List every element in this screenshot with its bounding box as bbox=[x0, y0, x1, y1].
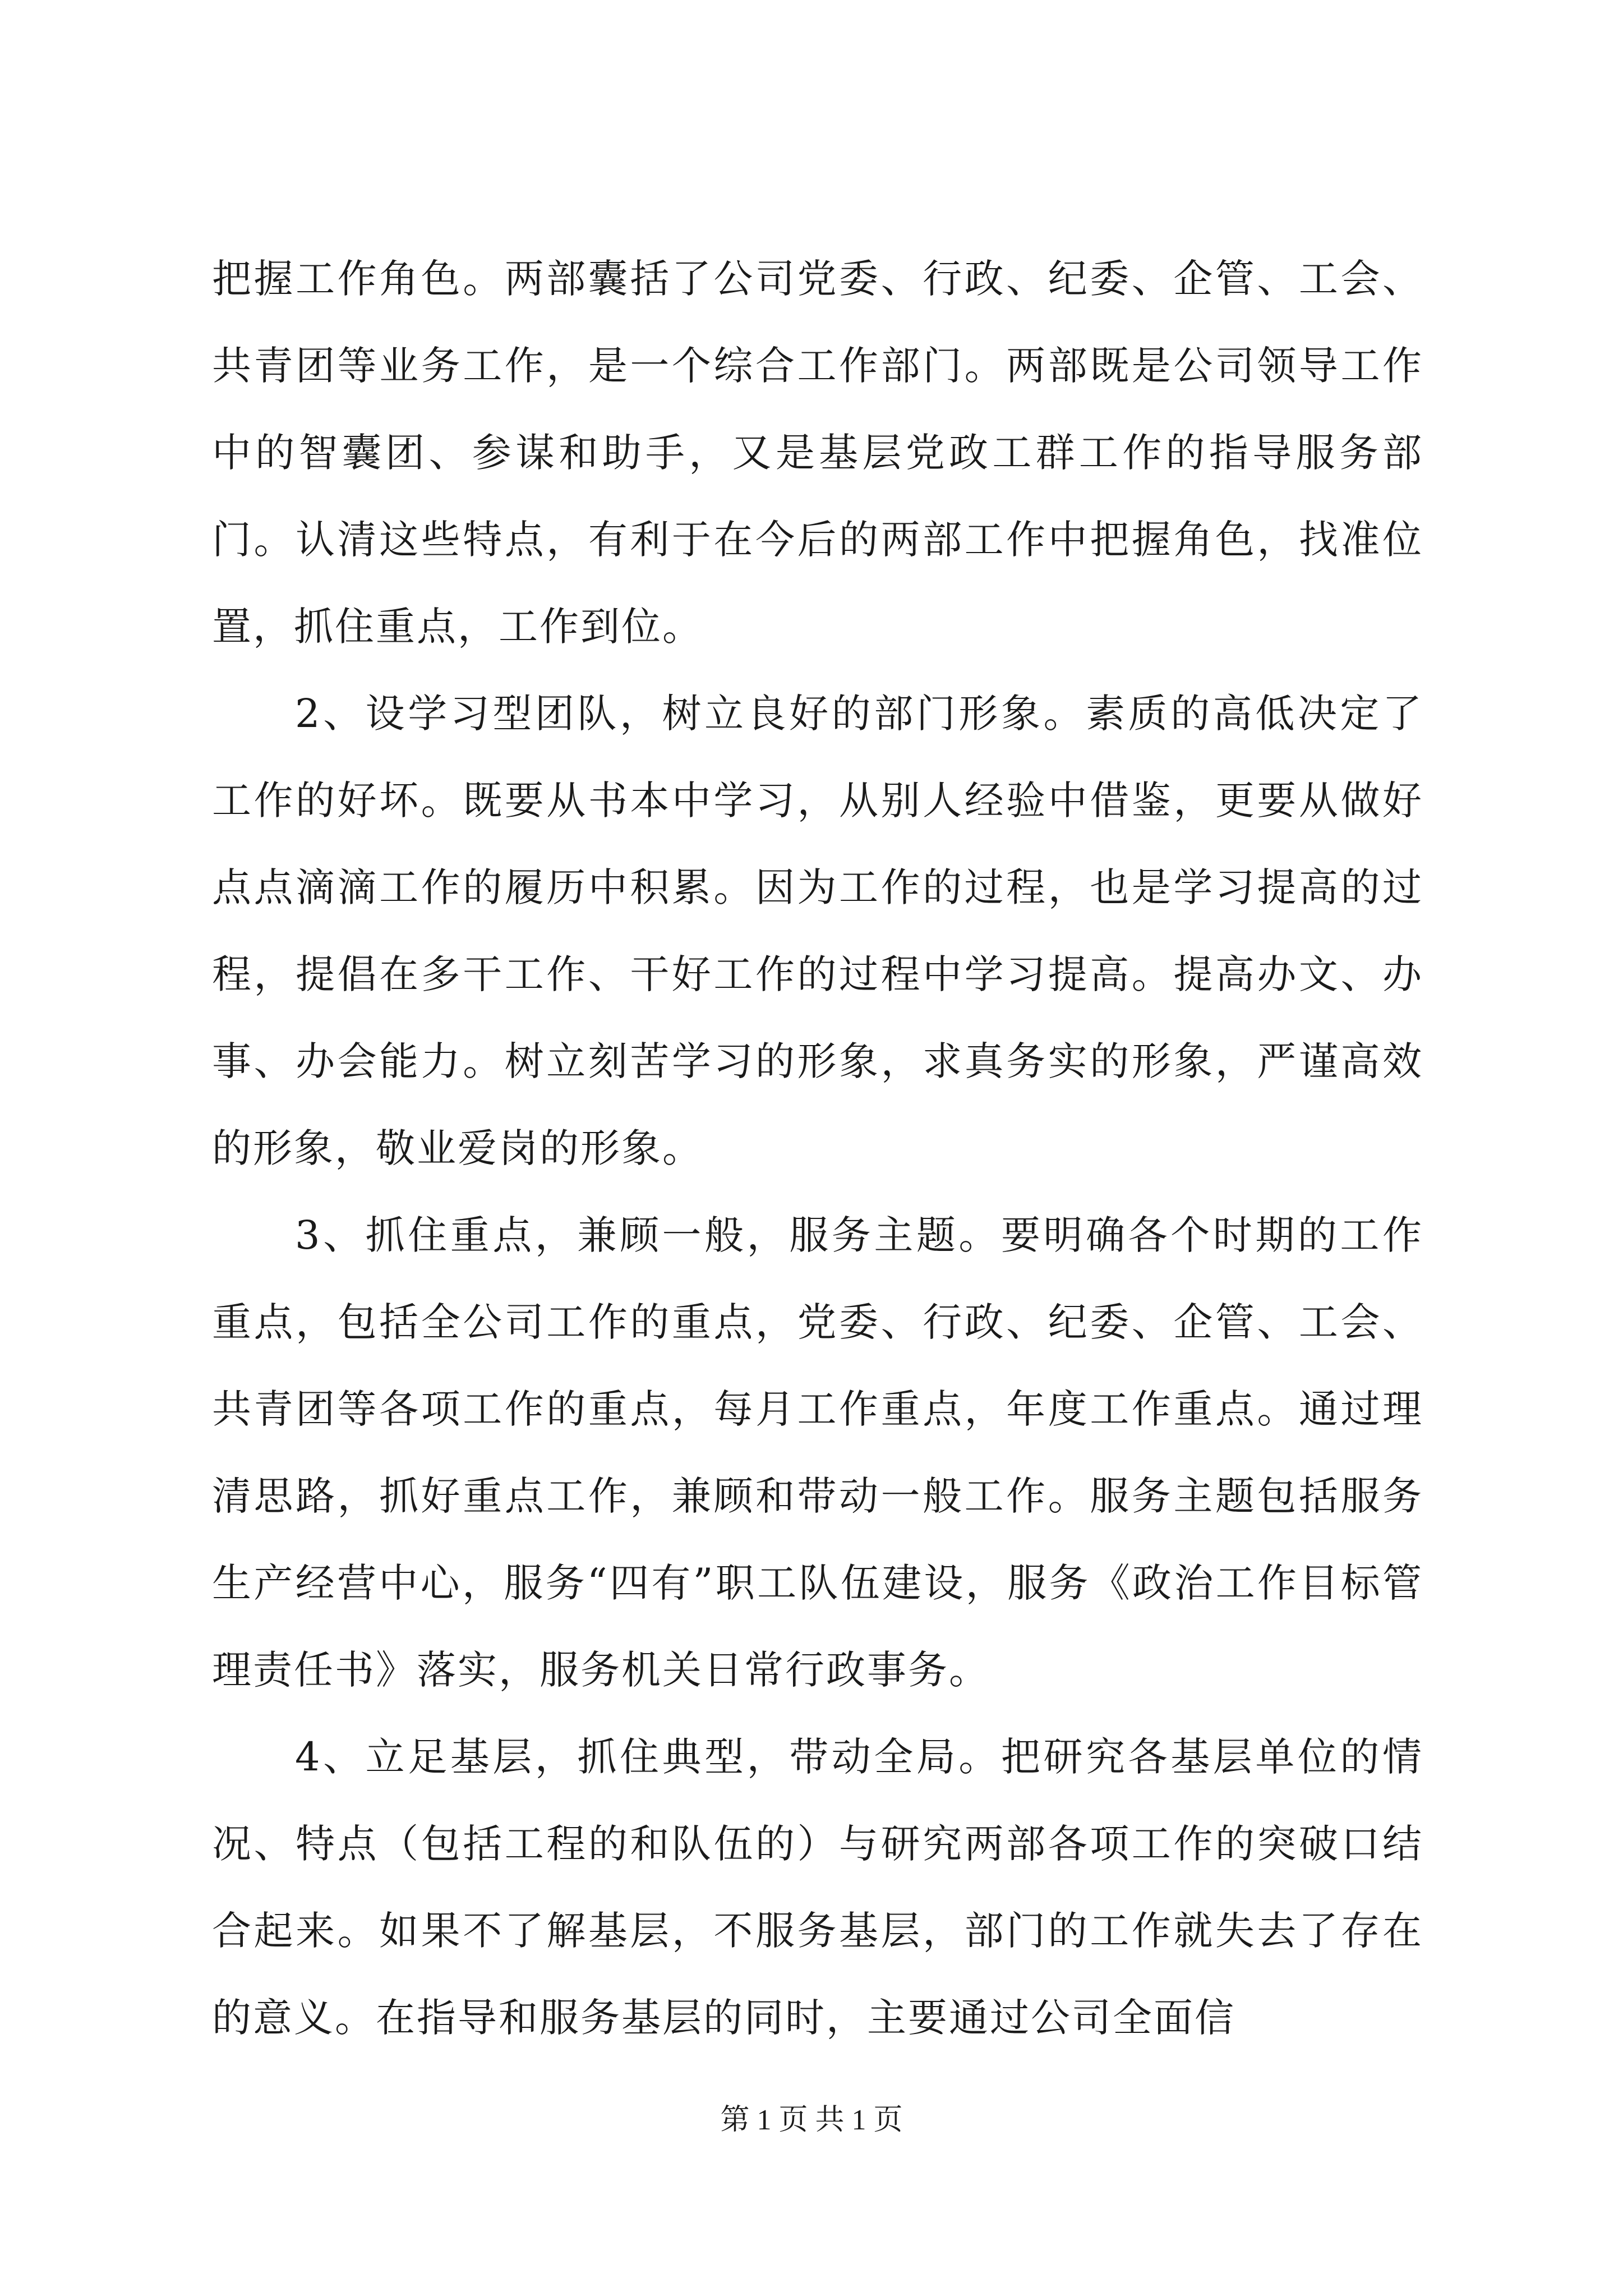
paragraph-2: 2、设学习型团队，树立良好的部门形象。素质的高低决定了工作的好坏。既要从书本中学习，从别人经验中借鉴，更要从做好点点滴滴工作的履历中积累。因为工作的过程，也是学习提高的过程，提倡在多干工作、干好工作的过程中学习提高。提高办文、办事、办会能力。树立刻苦学习的形象，求真务实的形象，严谨高效的形象，敬业爱岗的形象。 bbox=[212, 691, 1423, 1171]
document-body bbox=[212, 236, 1423, 2062]
paragraph-3: 3、抓住重点，兼顾一般，服务主题。要明确各个时期的工作重点，包括全公司工作的重点，党委、行政、纪委、企管、工会、共青团等各项工作的重点，每月工作重点，年度工作重点。通过理清思路，抓好重点工作，兼顾和带动一般工作。服务主题包括服务生产经营中心，服务“四有”职工队伍建设，服务《政治工作目标管理责任书》落实，服务机关日常行政事务。 bbox=[212, 1212, 1423, 1693]
page-number-footer: 第 1 页 共 1 页 bbox=[720, 2104, 903, 2136]
paragraph-4: 4、立足基层，抓住典型，带动全局。把研究各基层单位的情况、特点（包括工程的和队伍的）与研究两部各项工作的突破口结合起来。如果不了解基层，不服务基层，部门的工作就失去了存在的意义。在指导和服务基层的同时，主要通过公司全面信 bbox=[212, 1734, 1423, 2041]
paragraph-1: 把握工作角色。两部囊括了公司党委、行政、纪委、企管、工会、共青团等业务工作，是一个综合工作部门。两部既是公司领导工作中的智囊团、参谋和助手，又是基层党政工群工作的指导服务部门。认清这些特点，有利于在今后的两部工作中把握角色，找准位置，抓住重点，工作到位。 bbox=[212, 256, 1423, 650]
